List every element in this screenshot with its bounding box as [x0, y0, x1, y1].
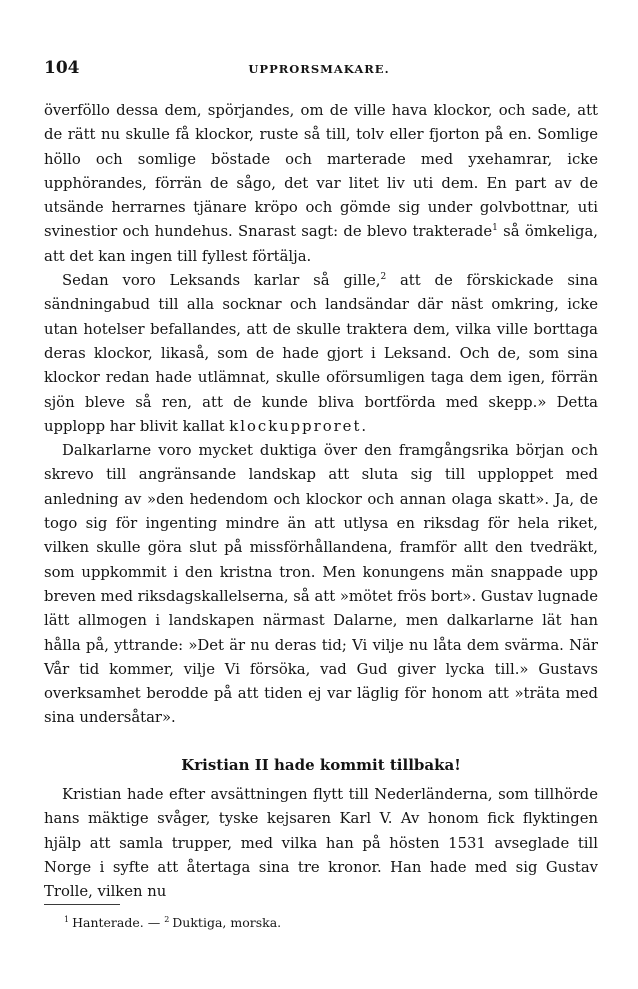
- footnotes: [64, 915, 281, 931]
- footnote-2-mark: 2: [164, 914, 170, 924]
- paragraph-2-text-a: Sedan voro Leksands karlar så gille,: [62, 272, 381, 290]
- paragraph-2: [44, 269, 598, 439]
- running-title: UPPRORSMAKARE.: [248, 62, 390, 76]
- paragraph-1: [44, 99, 598, 269]
- page-header: [44, 58, 594, 80]
- footnote-ref-2: 2: [380, 272, 387, 283]
- term-klockupproret: klockupproret: [229, 417, 362, 435]
- paragraph-2-text-b: att de förskickade sina sändningabud till alla socknar och landsändar där näst omkring, icke utan hotelser befallandes, att de skulle traktera dem, vilka ville borttaga deras klockor, likaså, som de hade gjort i Leksand. Och de, som sina klockor redan hade utlämnat, skulle oförsumligen taga dem igen, förrän sjön bleve så ren, att de kunde bliva bortförda med skepp.» Detta upplopp har blivit kallat: [44, 272, 598, 435]
- paragraph-4: Kristian hade efter avsättningen flytt till Nederländerna, som tillhörde hans mäktige svåger, tyske kejsaren Karl V. Av honom fick flyktingen hjälp att samla trupper, med vilka han på hösten 1531 avseglade till Norge i syfte att återtaga sina tre kronor. Han hade med sig Gustav Trolle, vilken nu: [44, 786, 598, 901]
- page-number: 104: [44, 58, 80, 78]
- footnote-1-text: Hanterade.: [72, 915, 144, 930]
- footnote-1-mark: 1: [64, 914, 70, 924]
- footnote-2-text: Duktiga, morska.: [172, 915, 282, 930]
- paragraph-3: Dalkarlarne voro mycket duktiga över den framgångsrika början och skrevo till angränsande landskap att sluta sig till upploppet med anledning av »den hedendom och klockor och annan olaga skatt». Ja, de togo sig för ingenting mindre än att utlysa en riksdag för hela riket, vilken skulle göra slut på missförhållandena, framför allt den tvedräkt, som uppkommit i den kristna tron. Men konungens män snappade upp breven med riksdagskallelserna, så att »mötet frös bort». Gustav lugnade lätt allmogen i landskapen närmast Dalarne, men dalkarlarne lät han hålla på, yttrande: »Det är nu deras tid; Vi vilje nu låta dem svärma. När Vår tid kommer, vilje Vi försöka, vad Gud giver lycka till.» Gustavs overksamhet berodde på att tiden ej var läglig för honom att »träta med sina undersåtar».: [44, 442, 598, 727]
- paragraph-1-tail: så ömkeliga, att det kan ingen till fyllest förtälja.: [44, 223, 598, 265]
- body-text: [44, 99, 598, 905]
- paragraph-2-end: .: [361, 417, 367, 435]
- paragraph-1-text: överföllo dessa dem, spörjandes, om de ville hava klockor, och sade, att de rätt nu skulle få klockor, ruste så till, tolv eller fjorton på en. Somlige höllo och somlige böstade och marterade med yxehamrar, icke upphörandes, förrän de sågo, det var litet liv uti dem. En part av de utsände herrarnes tjänare kröpo och gömde sig under golvbottnar, uti svinestior och hundehus. Snarast sagt: de blevo trakterade: [44, 102, 598, 241]
- footnote-separator: —: [147, 915, 161, 930]
- footnote-ref-1: 1: [492, 223, 498, 234]
- footnote-divider: [44, 904, 120, 905]
- section-heading: Kristian II hade kommit tillbaka!: [181, 755, 461, 774]
